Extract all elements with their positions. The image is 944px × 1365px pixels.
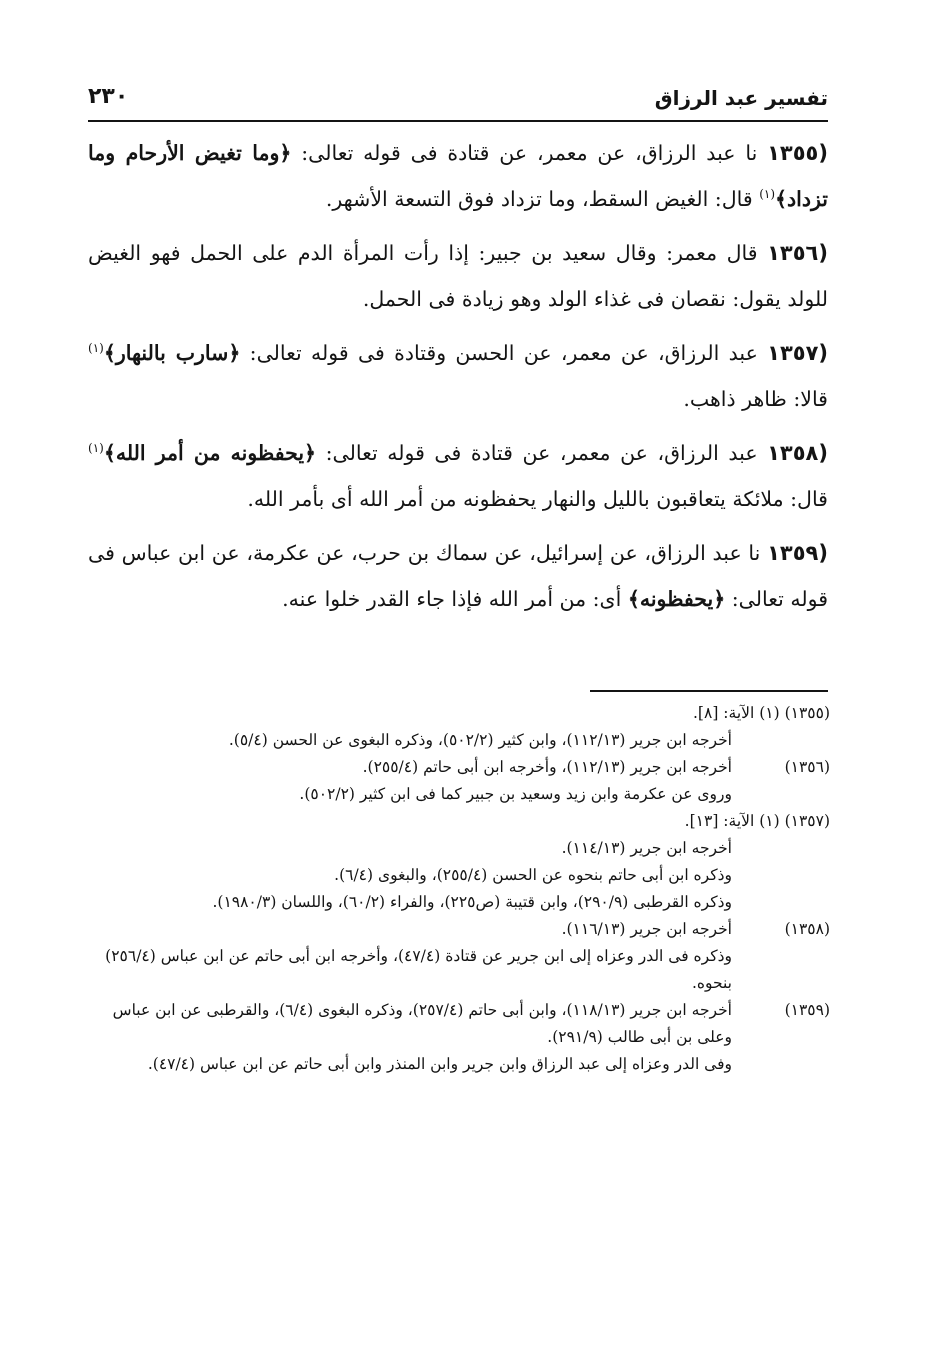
footnote-line: وذكره فى الدر وعزاه إلى ابن جرير عن قتادة (٤٧/٤)، وأخرجه ابن أبى حاتم عن ابن عباس (٢٥٦/٤) بنحوه. — [105, 947, 732, 992]
quran-quote: ﴿يحفظونه من أمر الله﴾ — [103, 441, 317, 465]
quran-quote: ﴿وما تغيض الأرحام وما تزداد﴾ — [88, 141, 828, 211]
footnote-ref: (١) — [88, 341, 104, 356]
footnote-line: وذكره القرطبى (٢٩٠/٩)، وابن قتيبة (ص٢٢٥)، والفراء (٦٠/٢)، واللسان (١٩٨٠/٣). — [212, 893, 732, 911]
footnote-line: وفى الدر وعزاه إلى عبد الرزاق وابن جرير وابن المنذر وابن أبى حاتم عن ابن عباس (٤٧/٤). — [147, 1055, 732, 1073]
footnote-label: (١٣٥٩) — [784, 1001, 830, 1019]
footnote-line: أخرجه ابن جرير (١١٦/١٣). — [561, 920, 732, 938]
footnote-line: وروى عن عكرمة وابن زيد وسعيد بن جبير كما فى ابن كثير (٥٠٢/٢). — [299, 785, 732, 803]
entry-number: (١٣٥٥ — [767, 141, 828, 165]
footnote-line: وذكره ابن أبى حاتم بنحوه عن الحسن (٢٥٥/٤)، والبغوى (٦/٤). — [334, 866, 732, 884]
footnote-ref: (١) — [88, 441, 104, 456]
running-header — [88, 84, 828, 118]
footnote-block — [90, 997, 830, 1051]
entry-1356 — [88, 230, 828, 330]
entry-text: نا عبد الرزاق، عن معمر، عن قتادة فى قوله تعالى: — [291, 141, 768, 165]
entry-text: قال معمر: وقال سعيد بن جبير: إذا رأت المرأة الدم على الحمل فهو الغيض للولد يقول: نقصان فى غذاء الولد وهو زيادة فى الحمل. — [88, 241, 828, 311]
header-rule — [88, 120, 828, 122]
footnote-label: (١٣٥٨) — [784, 920, 830, 938]
quran-quote: ﴿سارب بالنهار﴾ — [103, 341, 241, 365]
footnote-head: (١٣٥٥) (١) الآية: [٨]. — [693, 704, 830, 722]
footnote-block — [90, 916, 830, 943]
footnote-block — [90, 754, 830, 781]
page-number: ٢٣٠ — [88, 84, 129, 109]
footnote-rule — [590, 690, 828, 692]
footnote-head: (١٣٥٧) (١) الآية: [١٣]. — [684, 812, 830, 830]
book-title: تفسير عبد الرزاق — [654, 86, 828, 110]
footnotes — [90, 700, 830, 1078]
entry-number: (١٣٥٧ — [767, 341, 829, 365]
entry-text: قال: ملائكة يتعاقبون بالليل والنهار يحفظونه من أمر الله أى بأمر الله. — [247, 487, 828, 511]
entry-1357 — [88, 330, 828, 430]
entry-1359 — [88, 530, 828, 630]
entry-number: (١٣٥٨ — [767, 441, 828, 465]
footnote-line: أخرجه ابن جرير (١١٨/١٣)، وابن أبى حاتم (٢٥٧/٤)، وذكره البغوى (٦/٤)، والقرطبى عن ابن عباس وعلى بن أبى طالب (٢٩١/٩). — [112, 1001, 732, 1046]
entry-text: عبد الرزاق، عن معمر، عن الحسن وقتادة فى قوله تعالى: — [240, 341, 768, 365]
quran-quote: ﴿يحفظونه﴾ — [627, 587, 726, 611]
footnote-line: أخرجه ابن جرير (١١٢/١٣)، وأخرجه ابن أبى حاتم (٢٥٥/٤). — [362, 758, 732, 776]
entry-number: (١٣٥٩ — [767, 541, 828, 565]
entry-text: قال: الغيض السقط، وما تزداد فوق التسعة الأشهر. — [325, 187, 760, 211]
entry-1355 — [88, 130, 828, 230]
entry-text: نا عبد الرزاق، عن إسرائيل، عن سماك بن حرب، عن عكرمة، عن ابن عباس فى قوله تعالى: — [88, 541, 828, 611]
entry-number: (١٣٥٦ — [767, 241, 828, 265]
entry-text: عبد الرزاق، عن معمر، عن قتادة فى قوله تعالى: — [316, 441, 768, 465]
entry-1358 — [88, 430, 828, 530]
entry-text: قالا: ظاهر ذاهب. — [683, 387, 828, 411]
footnote-label: (١٣٥٦) — [784, 758, 830, 776]
main-text — [88, 130, 828, 630]
footnote-line: أخرجه ابن جرير (١١٤/١٣). — [561, 839, 732, 857]
entry-text: أى: من أمر الله فإذا جاء القدر خلوا عنه. — [282, 587, 628, 611]
footnote-line: أخرجه ابن جرير (١١٢/١٣)، وابن كثير (٥٠٢/٢)، وذكره البغوى عن الحسن (٥/٤). — [228, 731, 732, 749]
footnote-ref: (١) — [759, 187, 776, 202]
